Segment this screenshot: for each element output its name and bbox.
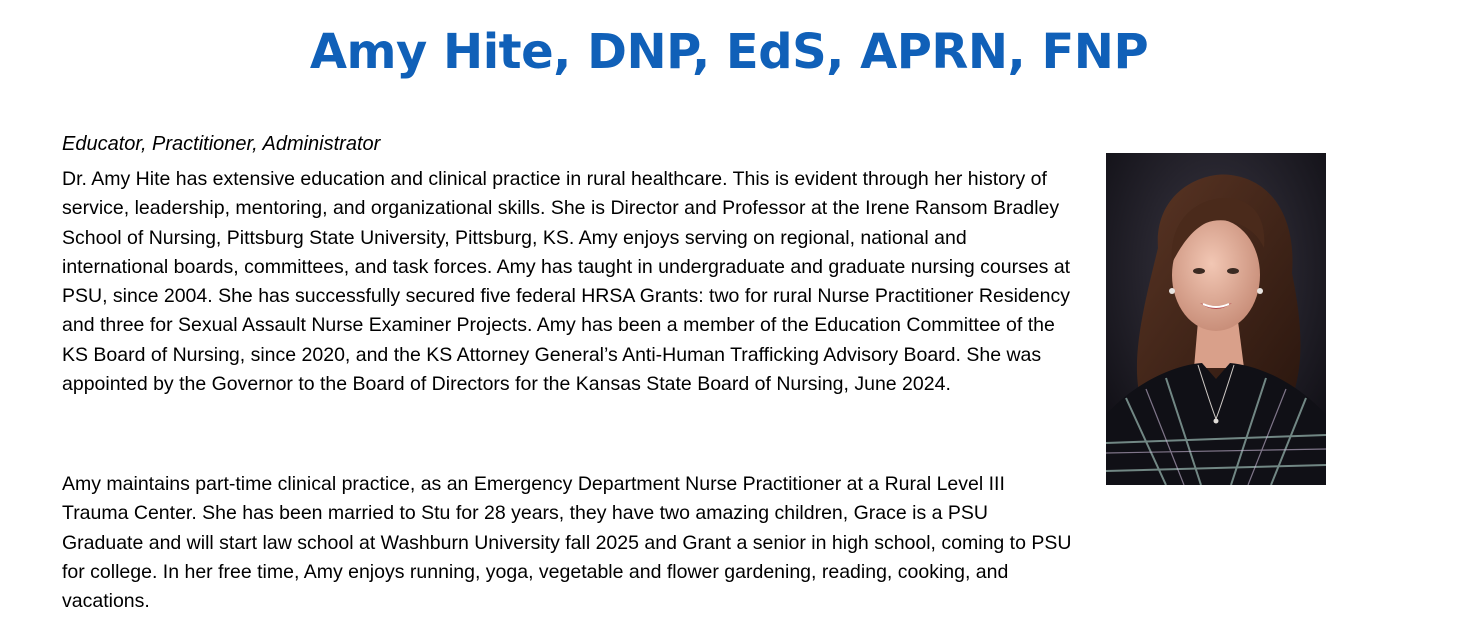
page-title: Amy Hite, DNP, EdS, APRN, FNP: [309, 24, 1149, 80]
portrait-photo: [1106, 153, 1326, 485]
bio-paragraph-1: Dr. Amy Hite has extensive education and clinical practice in rural healthcare. This is evident through her history of service, leadership, mentoring, and organizational skills. She is Director and Professor at the Irene Ransom Bradley School of Nursing, Pittsburg State University, Pittsburg, KS. Amy enjoys serving on regional, national and international boards, committees, and task forces. Amy has taught in undergraduate and graduate nursing courses at PSU, since 2004. She has successfully secured five federal HRSA Grants: two for rural Nurse Practitioner Residency and three for Sexual Assault Nurse Examiner Projects. Amy has been a member of the Education Committee of the KS Board of Nursing, since 2020, and the KS Attorney General’s Anti-Human Trafficking Advisory Board. She was appointed by the Governor to the Board of Directors for the Kansas State Board of Nursing, June 2024.: [62, 168, 1071, 396]
portrait-illustration: [1106, 153, 1326, 485]
bio-paragraph-2: Amy maintains part-time clinical practice, as an Emergency Department Nurse Practitioner at a Rural Level III Trauma Center. She has been married to Stu for 28 years, they have two amazing children, Grace is a PSU Graduate and will start law school at Washburn University fall 2025 and Grant a senior in high school, coming to PSU for college. In her free time, Amy enjoys running, yoga, vegetable and flower gardening, reading, cooking, and vacations.: [62, 473, 1072, 613]
subtitle-roles: Educator, Practitioner, Administrator: [62, 133, 381, 155]
